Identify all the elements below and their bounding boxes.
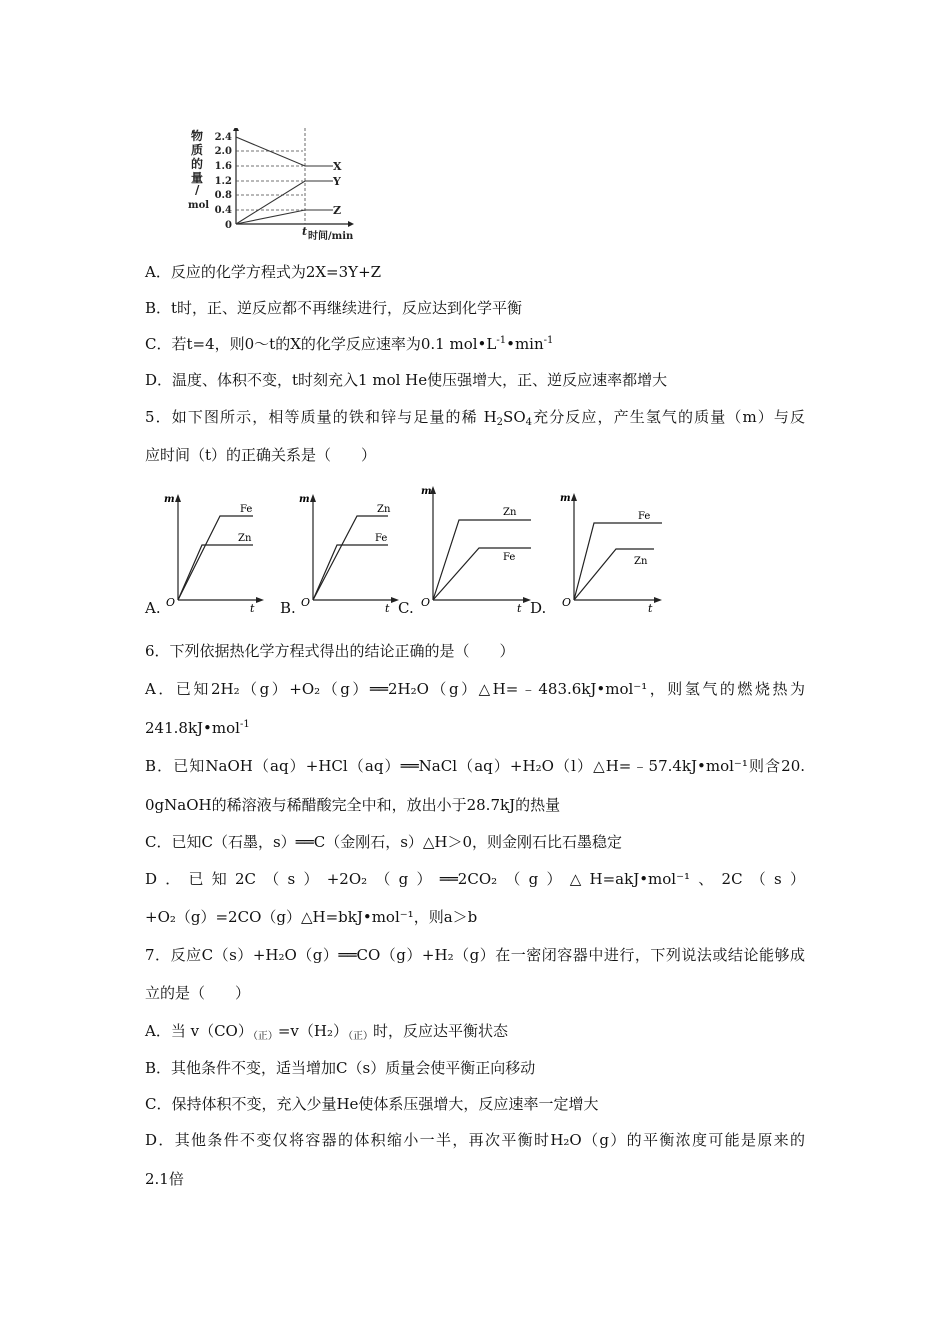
ytick-1-2: 1.2 bbox=[214, 176, 232, 187]
ylabel-char-3: 的 bbox=[191, 157, 204, 171]
ylabel-char-4: 量 bbox=[191, 171, 204, 185]
top-curve-label: Zn bbox=[503, 507, 517, 518]
q5-stem-line2: 应时间（t）的正确关系是（ ） bbox=[145, 446, 377, 464]
ytick-0-4: 0.4 bbox=[214, 205, 232, 216]
x-axis-arrow bbox=[654, 597, 662, 603]
t-label: t bbox=[385, 602, 390, 613]
q5-option-b-letter: B. bbox=[280, 599, 296, 617]
q7-stem-line1: 7．反应C（s）+H₂O（g）══CO（g）+H₂（g）在一密闭容器中进行，下列说法或结论能够成 bbox=[145, 946, 805, 964]
y-axis-arrow bbox=[310, 494, 316, 502]
q5-option-c-letter: C. bbox=[398, 599, 414, 617]
q6-option-a-line2 bbox=[145, 718, 250, 738]
top-curve-label: Zn bbox=[377, 504, 391, 515]
q7-option-d-line2: 2.1倍 bbox=[145, 1170, 184, 1188]
origin-label: O bbox=[166, 596, 176, 609]
m-label: m bbox=[164, 494, 175, 505]
ytick-0-8: 0.8 bbox=[214, 190, 232, 201]
q6-stem: 6．下列依据热化学方程式得出的结论正确的是（ ） bbox=[145, 642, 515, 660]
ylabel-char-5: / bbox=[195, 183, 200, 197]
series-z-label: Z bbox=[333, 204, 342, 217]
ytick-0: 0 bbox=[225, 220, 232, 231]
q7-option-d-line1: D．其他条件不变仅将容器的体积缩小一半，再次平衡时H₂O（g）的平衡浓度可能是原来的 bbox=[145, 1131, 805, 1149]
series-z-line bbox=[236, 210, 333, 224]
ylabel-char-1: 物 bbox=[191, 129, 204, 143]
q6-option-b-line1: B．已知NaOH（aq）+HCl（aq）══NaCl（aq）+H₂O（l）△H=﹣57.4kJ•mol⁻¹则含20. bbox=[145, 757, 805, 775]
fe-line bbox=[574, 523, 662, 600]
series-x-label: X bbox=[333, 160, 342, 173]
m-label: m bbox=[560, 493, 571, 504]
q6-option-d-line1: D．已知2C（s）+2O₂（g）══2CO₂（g）△H=akJ•mol⁻¹、2C（s） bbox=[145, 870, 805, 888]
amount-time-graph bbox=[188, 128, 358, 243]
q5-graph-d bbox=[554, 485, 672, 613]
q4-option-c bbox=[145, 334, 553, 354]
q6-option-a-sup: -1 bbox=[239, 719, 250, 730]
origin-label: O bbox=[562, 596, 572, 609]
q4-option-c-text: C．若t=4，则0～t的X的化学反应速率为0.1 mol•L bbox=[145, 335, 497, 353]
q7-option-a-sub1: （正） bbox=[252, 1031, 278, 1042]
bottom-curve-label: Zn bbox=[634, 556, 648, 567]
bottom-curve-label: Zn bbox=[238, 533, 252, 544]
y-axis-arrow bbox=[175, 494, 181, 502]
q7-option-a-pre: A．当 v（CO） bbox=[145, 1022, 253, 1040]
m-label: m bbox=[299, 494, 310, 505]
q6-option-d-line2: +O₂（g）=2CO（g）△H=bkJ•mol⁻¹，则a＞b bbox=[145, 908, 478, 926]
x-axis-arrow bbox=[348, 221, 354, 227]
t-label: t bbox=[302, 225, 308, 238]
ytick-2-0: 2.0 bbox=[214, 146, 232, 157]
q7-option-a-sub2: （正） bbox=[348, 1031, 373, 1042]
bottom-curve-label: Fe bbox=[375, 533, 388, 544]
t-label: t bbox=[648, 602, 653, 613]
q5-graph-b bbox=[293, 488, 403, 613]
q5-option-d-letter: D. bbox=[530, 599, 547, 617]
zn-line bbox=[313, 516, 388, 600]
ytick-1-6: 1.6 bbox=[214, 161, 232, 172]
q5-stem-part1: 5．如下图所示，相等质量的铁和锌与足量的稀 H bbox=[145, 408, 497, 426]
y-axis-arrow bbox=[233, 128, 239, 131]
t-label: t bbox=[517, 602, 522, 613]
fe-line bbox=[178, 516, 253, 600]
q4-option-c-mid: •min bbox=[506, 335, 544, 353]
q4-option-d: D．温度、体积不变，t时刻充入1 mol He使压强增大，正、逆反应速率都增大 bbox=[145, 371, 668, 389]
q5-graph-c bbox=[415, 478, 540, 613]
m-label: m bbox=[421, 486, 432, 497]
q7-option-a-mid: =v（H₂） bbox=[277, 1022, 348, 1040]
q6-option-b-line2: 0gNaOH的稀溶液与稀醋酸完全中和，放出小于28.7kJ的热量 bbox=[145, 796, 561, 814]
series-x-line bbox=[236, 137, 333, 166]
top-curve-label: Fe bbox=[240, 504, 253, 515]
bottom-curve-label: Fe bbox=[503, 552, 516, 563]
q5-stem-part3: 充分反应，产生氢气的质量（m）与反 bbox=[532, 408, 805, 426]
q5-option-a-letter: A. bbox=[145, 599, 161, 617]
ytick-2-4: 2.4 bbox=[214, 132, 232, 143]
origin-label: O bbox=[301, 596, 311, 609]
t-label: t bbox=[250, 602, 255, 613]
q5-stem-line1: 5．如下图所示，相等质量的铁和锌与足量的稀 $H_2SO_4$充分反应，产生氢气的质量（m）与反 bbox=[145, 408, 805, 428]
q5-graph-a bbox=[158, 488, 268, 613]
series-y-line bbox=[236, 181, 333, 224]
zn-line bbox=[433, 520, 531, 600]
ylabel-char-2: 质 bbox=[191, 143, 204, 157]
q6-option-a-line1: A．已知2H₂（g）+O₂（g）══2H₂O（g）△H=﹣483.6kJ•mol⁻¹，则氢气的燃烧热为 bbox=[145, 680, 805, 698]
q7-option-a-post: 时，反应达平衡状态 bbox=[373, 1022, 509, 1040]
xlabel: 时间/min bbox=[308, 231, 354, 242]
q6-option-c: C．已知C（石墨，s）══C（金刚石，s）△H＞0，则金刚石比石墨稳定 bbox=[145, 833, 623, 851]
zn-line bbox=[178, 545, 253, 600]
q4-option-a: A．反应的化学方程式为2X=3Y+Z bbox=[145, 263, 382, 281]
series-y-label: Y bbox=[333, 175, 341, 188]
q7-option-b: B．其他条件不变，适当增加C（s）质量会使平衡正向移动 bbox=[145, 1059, 536, 1077]
q7-option-a bbox=[145, 1021, 508, 1041]
x-axis-arrow bbox=[256, 597, 264, 603]
q4-option-c-sup2: -1 bbox=[543, 335, 554, 346]
q5-stem-part2: SO bbox=[503, 408, 526, 426]
y-axis-arrow bbox=[571, 493, 577, 501]
ylabel-char-6: mol bbox=[188, 200, 210, 211]
q4-option-b: B．t时，正、逆反应都不再继续进行，反应达到化学平衡 bbox=[145, 299, 523, 317]
q4-option-c-sup1: -1 bbox=[496, 335, 507, 346]
fe-line bbox=[313, 545, 388, 600]
top-curve-label: Fe bbox=[638, 511, 651, 522]
q6-option-a-value: 241.8kJ•mol bbox=[145, 719, 240, 737]
q7-option-c: C．保持体积不变，充入少量He使体系压强增大，反应速率一定增大 bbox=[145, 1095, 599, 1113]
q7-stem-line2: 立的是（ ） bbox=[145, 984, 251, 1002]
origin-label: O bbox=[421, 596, 431, 609]
